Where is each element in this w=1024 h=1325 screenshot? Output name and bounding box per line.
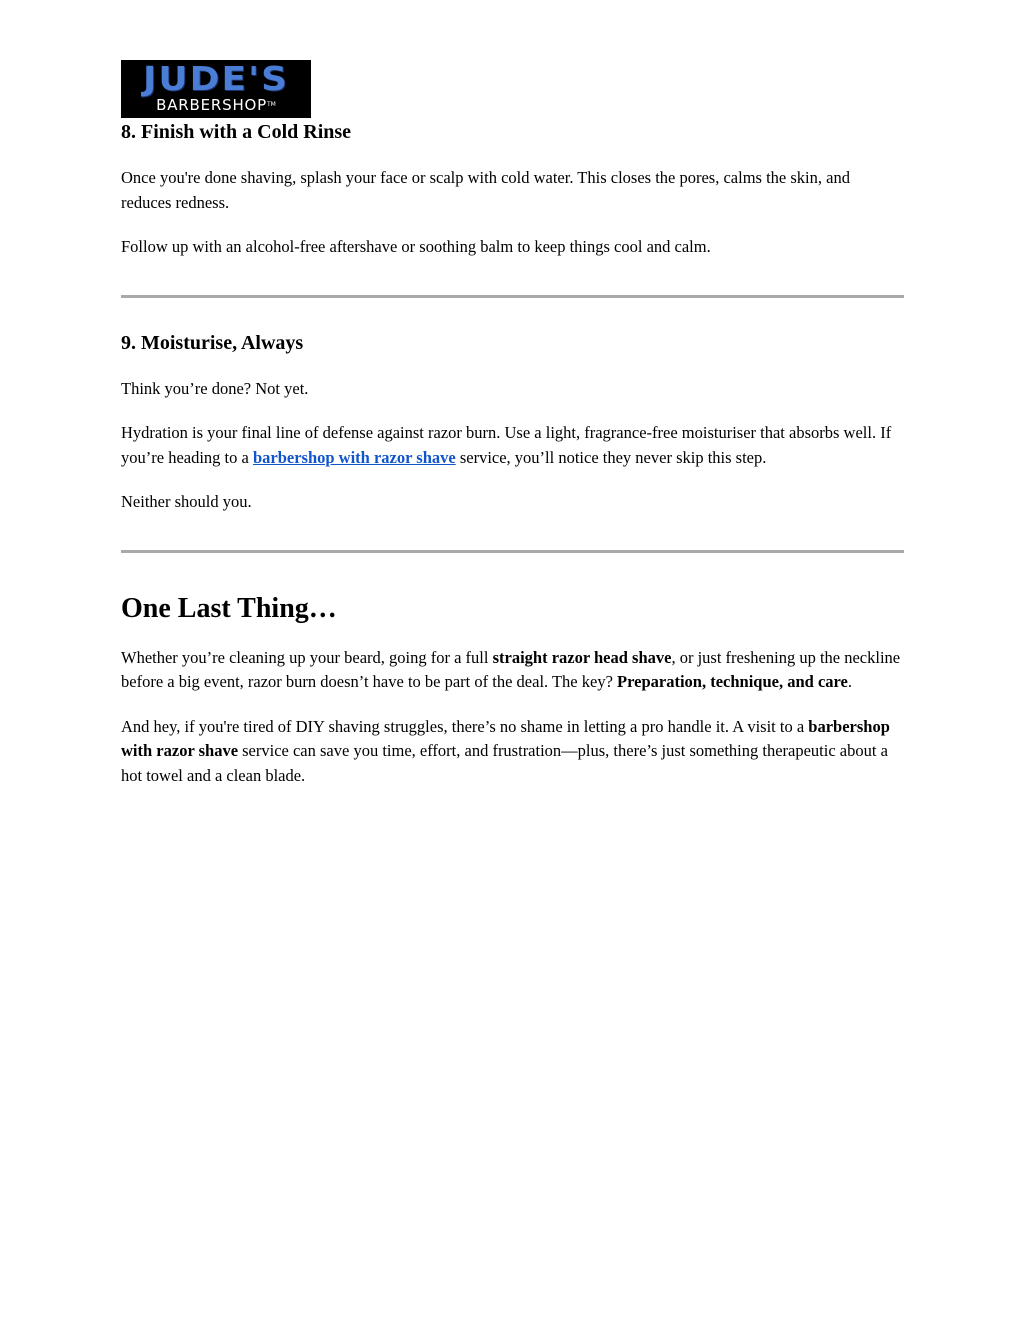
section-9-heading: 9. Moisturise, Always [121,331,304,354]
judes-barbershop-logo [121,60,311,118]
section-8-heading: 8. Finish with a Cold Rinse [121,121,352,143]
one-last-thing-paragraph-2: And hey, if you're tired of DIY shaving struggles, there’s no shame in letting a pro handle it. A visit to a barbershop with razor shave service can save you time, effort, and frustration—plus, there’s just something therapeutic about a hot towel and a clean blade. [121,716,890,785]
section-8-paragraph-1: Once you're done shaving, splash your face or scalp with cold water. This closes the pores, calms the skin, and reduces redness. [121,168,850,212]
logo-subtitle: BARBERSHOP™ [156,96,276,114]
one-last-thing-heading: One Last Thing… [121,592,337,624]
barbershop-razor-shave-link[interactable]: barbershop with razor shave [252,447,456,467]
section-9-paragraph-2: Hydration is your final line of defense against razor burn. Use a light, fragrance-free moisturiser that absorbs well. If you’re heading to a barbershop with razor shave service, you’ll notice they never skip this step. [121,423,892,467]
document-page [121,60,904,808]
section-divider [121,295,904,298]
section-8-paragraph-2: Follow up with an alcohol-free aftershave or soothing balm to keep things cool and calm. [121,237,711,256]
logo-wordmark: JUDE'S [142,60,290,99]
one-last-thing-paragraph-1: Whether you’re cleaning up your beard, going for a full straight razor head shave, or just freshening up the neckline before a big event, razor burn doesn’t have to be part of the deal. The key? Preparation, technique, and care. [121,647,901,691]
section-9-paragraph-1: Think you’re done? Not yet. [121,378,309,398]
section-divider [121,550,904,553]
section-9-paragraph-3: Neither should you. [121,492,252,511]
trademark-mark: TM [266,101,276,108]
